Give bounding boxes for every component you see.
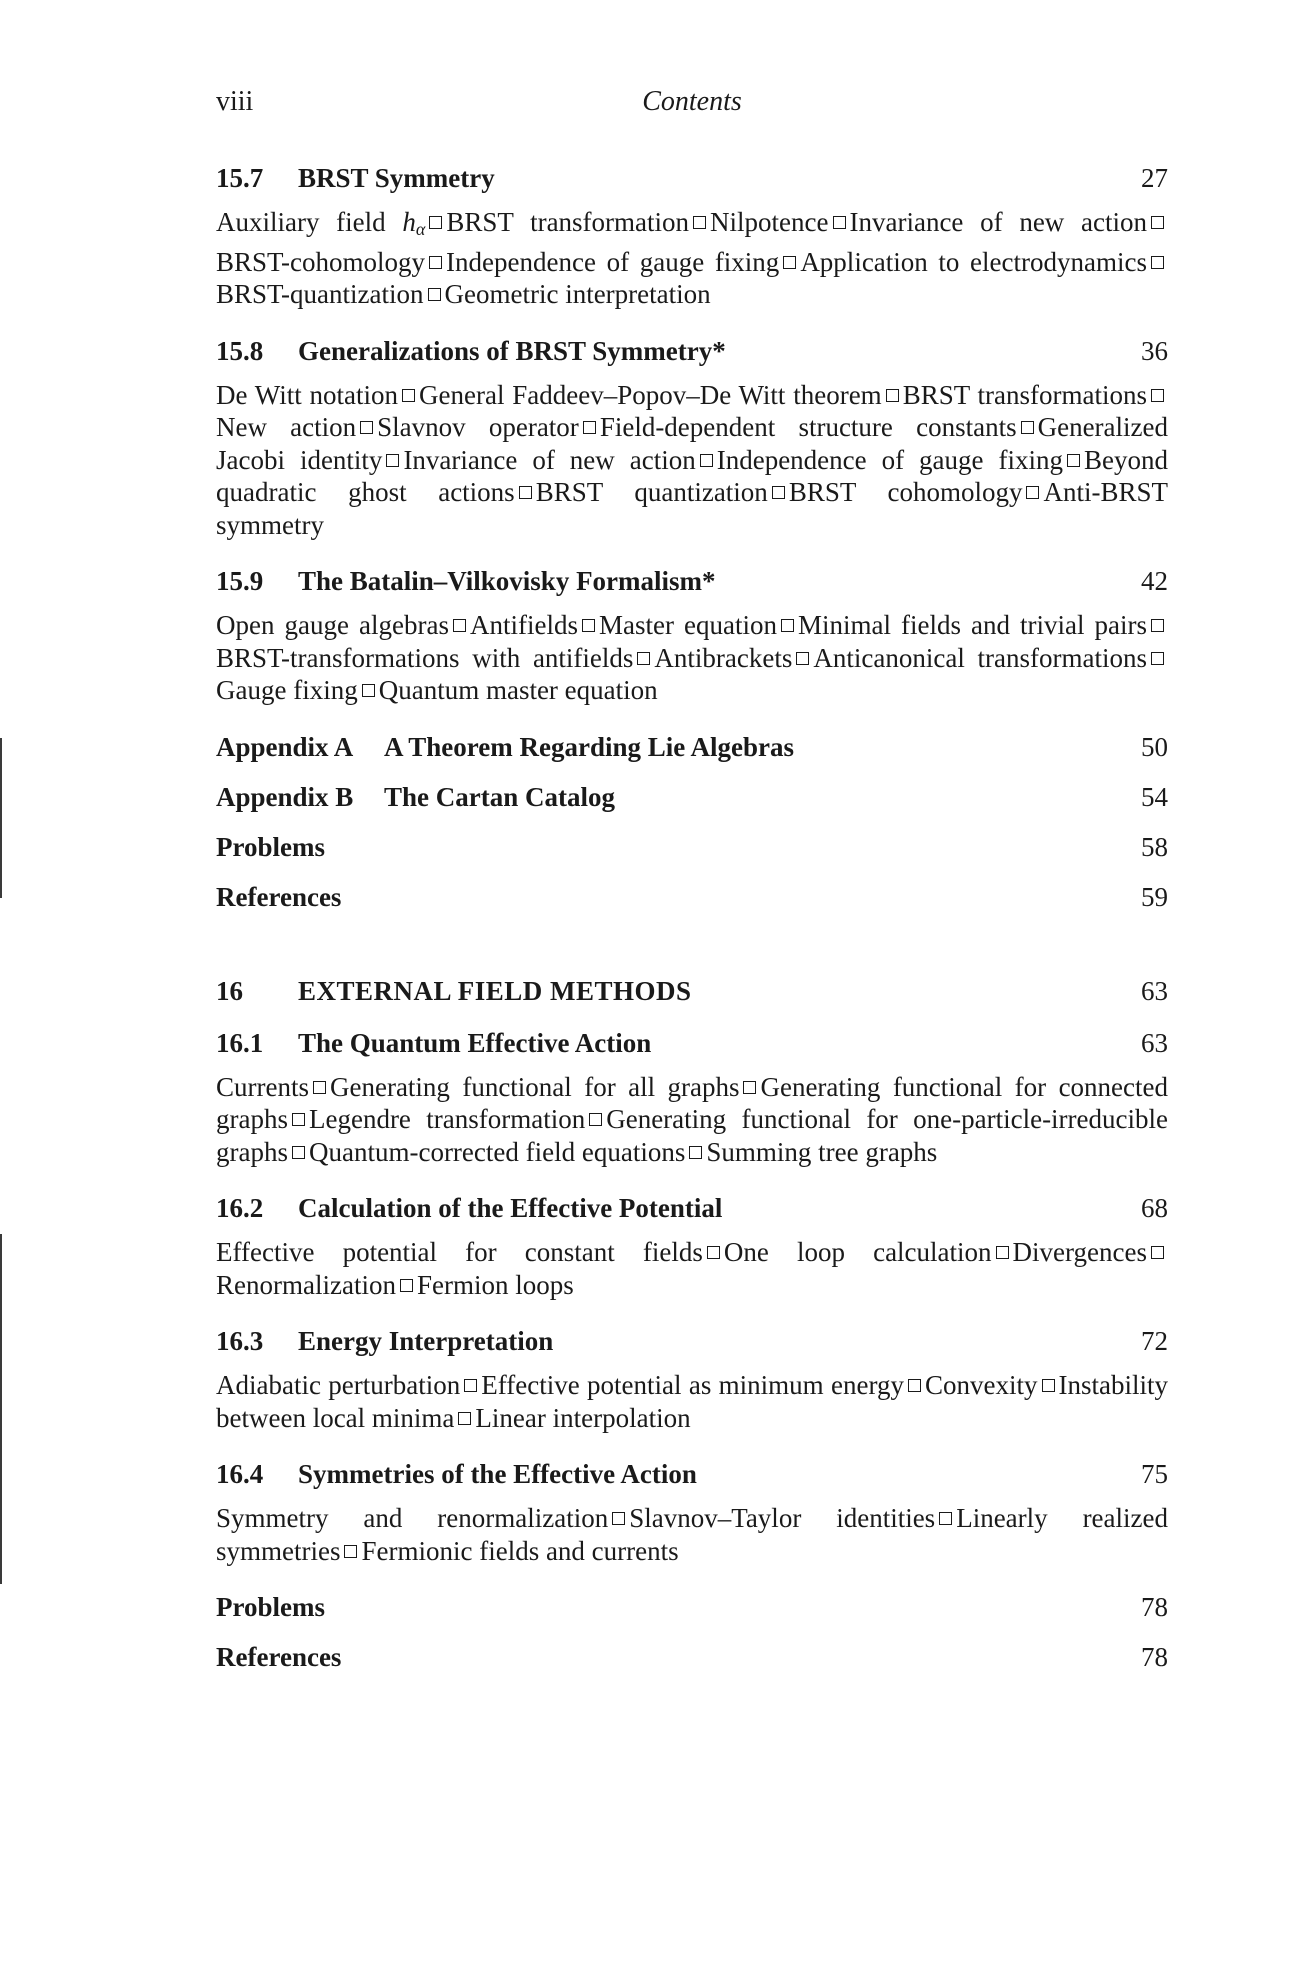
running-title: Contents (642, 86, 742, 117)
box-separator-icon (582, 619, 595, 632)
page-number: 27 (1141, 163, 1168, 193)
topic-item: Symmetry and renormalization (216, 1503, 609, 1533)
appendix-label: Appendix B (216, 781, 354, 812)
box-separator-icon (939, 1512, 952, 1525)
section-title: Generalizations of BRST Symmetry* (298, 335, 726, 366)
toc-entry-line[interactable] (216, 1190, 1168, 1226)
box-separator-icon (908, 1379, 921, 1392)
section-topics (216, 1236, 1168, 1301)
section-number: 15.8 (216, 335, 264, 366)
section-topics (216, 379, 1168, 542)
topic-item: Summing tree graphs (706, 1136, 938, 1167)
toc-entry-line[interactable] (216, 1025, 1168, 1061)
box-separator-icon (612, 1512, 625, 1525)
topic-item: BRST cohomology (788, 477, 1023, 507)
box-separator-icon (637, 652, 650, 665)
box-separator-icon (400, 1279, 413, 1292)
topic-item: Independence of gauge fixing (716, 444, 1063, 475)
topic-item: Adiabatic perturbation (216, 1370, 461, 1400)
box-separator-icon (402, 389, 415, 402)
toc-entry-line[interactable] (216, 1323, 1168, 1359)
table-of-contents (216, 160, 1168, 1689)
box-separator-icon (689, 1146, 702, 1159)
box-separator-icon (796, 652, 809, 665)
box-separator-icon (428, 288, 441, 301)
topic-item: De Witt notation (216, 379, 398, 410)
problems-title: Problems (216, 831, 325, 862)
box-separator-icon (700, 454, 713, 467)
box-separator-icon (464, 1379, 477, 1392)
box-separator-icon (429, 216, 442, 229)
box-separator-icon (1151, 619, 1164, 632)
topic-item: New action (216, 412, 357, 442)
topic-item: Effective potential as minimum energy (481, 1370, 904, 1400)
box-separator-icon (1151, 652, 1164, 665)
section-topics: Auxiliary field $h_\alpha$ BRST transformation Nilpotence Invariance of new actionBRST-cohomology Independence of gauge fixing Application to electrodynamicsBRST-quantization Geometric interpretation (216, 206, 1168, 311)
toc-section-15-8 (216, 333, 1168, 542)
topic-item: Field-dependent structure constants (599, 412, 1017, 442)
topic-item: Open gauge algebras (216, 610, 449, 640)
box-separator-icon (453, 619, 466, 632)
page-number: 54 (1141, 781, 1168, 812)
scan-edge-mark (0, 1234, 2, 1584)
topic-item: Generating functional for all graphs (329, 1071, 740, 1102)
section-topics (216, 609, 1168, 707)
section-topics (216, 1502, 1168, 1567)
box-separator-icon (1026, 486, 1039, 499)
toc-entry-line[interactable] (216, 333, 1168, 369)
box-separator-icon (313, 1081, 326, 1094)
toc-problems[interactable] (216, 829, 1168, 865)
toc-section-15-7 (216, 160, 1168, 311)
topic-item: Anti-BRST symmetry (216, 477, 1168, 540)
section-title: Energy Interpretation (298, 1326, 554, 1356)
page-number: 72 (1141, 1326, 1168, 1356)
section-title: Symmetries of the Effective Action (298, 1459, 697, 1489)
topic-item: Convexity (925, 1370, 1038, 1400)
topic-item: Quantum master equation (378, 675, 658, 705)
appendix-label: Appendix A (216, 731, 354, 762)
toc-section-16-2 (216, 1190, 1168, 1301)
section-number: 16.4 (216, 1459, 264, 1489)
topic-item: Linearly realized symmetries (216, 1503, 1168, 1566)
section-topics (216, 1071, 1168, 1169)
section-title: Calculation of the Effective Potential (298, 1193, 723, 1223)
topic-item: Renormalization (216, 1269, 396, 1300)
page-number: 78 (1141, 1642, 1168, 1672)
box-separator-icon (886, 389, 899, 402)
section-number: 16.3 (216, 1326, 264, 1356)
box-separator-icon (344, 1545, 357, 1558)
toc-references[interactable] (216, 879, 1168, 915)
topic-item: One loop calculation (723, 1237, 992, 1267)
topic-item: Effective potential for constant fields (216, 1237, 703, 1267)
toc-section-16-4 (216, 1456, 1168, 1567)
appendix-title: A Theorem Regarding Lie Algebras (384, 731, 794, 762)
topic-item: Minimal fields and trivial pairs (797, 610, 1148, 640)
box-separator-icon (1042, 1379, 1055, 1392)
scan-edge-mark (0, 738, 2, 898)
topic-item: Invariance of new action (403, 444, 696, 475)
chapter-title: EXTERNAL FIELD METHODS (298, 975, 692, 1006)
section-number: 15.9 (216, 566, 264, 596)
box-separator-icon (292, 1146, 305, 1159)
topic-item: Slavnov operator (377, 412, 579, 442)
section-title: BRST Symmetry (298, 163, 495, 193)
topic-item: Generating functional for one-particle-irreducible graphs (216, 1104, 1168, 1167)
topic-item: Gauge fixing (216, 675, 358, 705)
box-separator-icon (386, 454, 399, 467)
toc-chapter-16[interactable] (216, 973, 1168, 1009)
toc-section-15-9 (216, 563, 1168, 707)
appendix-title: The Cartan Catalog (384, 781, 615, 812)
topic-item: BRST-transformations with antifields (216, 642, 634, 673)
box-separator-icon (360, 421, 373, 434)
box-separator-icon (833, 216, 846, 229)
toc-entry-line[interactable] (216, 1456, 1168, 1492)
page-number: 36 (1141, 335, 1168, 366)
toc-appendix-a[interactable] (216, 729, 1168, 765)
topic-item: Linear interpolation (475, 1402, 691, 1433)
topic-item: Divergences (1012, 1237, 1147, 1267)
section-number: 16.1 (216, 1027, 264, 1058)
references-title: References (216, 1642, 342, 1672)
box-separator-icon (781, 619, 794, 632)
topic-item: Quantum-corrected field equations (308, 1136, 686, 1167)
section-number: 16.2 (216, 1193, 264, 1223)
section-title: The Quantum Effective Action (298, 1027, 652, 1058)
topic-item: Legendre transformation (308, 1104, 586, 1134)
box-separator-icon (1151, 389, 1164, 402)
box-separator-icon (458, 1412, 471, 1425)
box-separator-icon (1151, 1246, 1164, 1259)
toc-section-16-3 (216, 1323, 1168, 1434)
toc-references[interactable] (216, 1639, 1168, 1675)
toc-section-16-1 (216, 1025, 1168, 1169)
page-folio: viii (216, 86, 254, 117)
box-separator-icon (1021, 421, 1034, 434)
box-separator-icon (362, 684, 375, 697)
topic-item: Anticanonical transformations (813, 642, 1147, 673)
section-number: 15.7 (216, 163, 264, 193)
topic-item: Beyond quadratic ghost actions (216, 444, 1168, 507)
page-number: 59 (1141, 881, 1168, 912)
box-separator-icon (1151, 256, 1164, 269)
page-number: 63 (1141, 1027, 1168, 1058)
page-number: 50 (1141, 731, 1168, 762)
chapter-number: 16 (216, 975, 243, 1006)
box-separator-icon (429, 256, 442, 269)
topic-item: Generating functional for connected graphs (216, 1071, 1169, 1134)
box-separator-icon (519, 486, 532, 499)
page-number: 58 (1141, 831, 1168, 862)
topic-item: BRST quantization (535, 477, 768, 507)
box-separator-icon (743, 1081, 756, 1094)
page-number: 42 (1141, 566, 1168, 596)
box-separator-icon (583, 421, 596, 434)
toc-problems[interactable] (216, 1589, 1168, 1625)
box-separator-icon (589, 1113, 602, 1126)
page-number: 68 (1141, 1193, 1168, 1223)
box-separator-icon (693, 216, 706, 229)
box-separator-icon (772, 486, 785, 499)
page-number: 63 (1141, 975, 1168, 1006)
box-separator-icon (292, 1113, 305, 1126)
problems-title: Problems (216, 1592, 325, 1622)
references-title: References (216, 881, 342, 912)
box-separator-icon (1151, 216, 1164, 229)
box-separator-icon (707, 1246, 720, 1259)
topic-item: Fermion loops (416, 1269, 574, 1300)
topic-item: Antifields (469, 610, 578, 640)
box-separator-icon (783, 256, 796, 269)
box-separator-icon (1067, 454, 1080, 467)
running-head (216, 86, 1168, 126)
topic-item: Currents (216, 1071, 309, 1102)
toc-entry-line[interactable] (216, 563, 1168, 599)
page-number: 78 (1141, 1592, 1168, 1622)
topic-item: General Faddeev–Popov–De Witt theorem (419, 379, 882, 410)
topic-item: Fermionic fields and currents (361, 1535, 679, 1566)
topic-item: BRST transformations (902, 379, 1148, 410)
toc-appendix-b[interactable] (216, 779, 1168, 815)
box-separator-icon (996, 1246, 1009, 1259)
topic-item: Instability between local minima (216, 1370, 1168, 1433)
topic-item: Generalized Jacobi identity (216, 412, 1169, 475)
section-topics (216, 1369, 1168, 1434)
topic-item: Antibrackets (654, 642, 793, 673)
toc-entry-line[interactable] (216, 160, 1168, 196)
section-title: The Batalin–Vilkovisky Formalism* (298, 566, 716, 596)
page-number: 75 (1141, 1459, 1168, 1489)
topic-item: Master equation (598, 610, 777, 640)
topic-item: Slavnov–Taylor identities (629, 1503, 936, 1533)
